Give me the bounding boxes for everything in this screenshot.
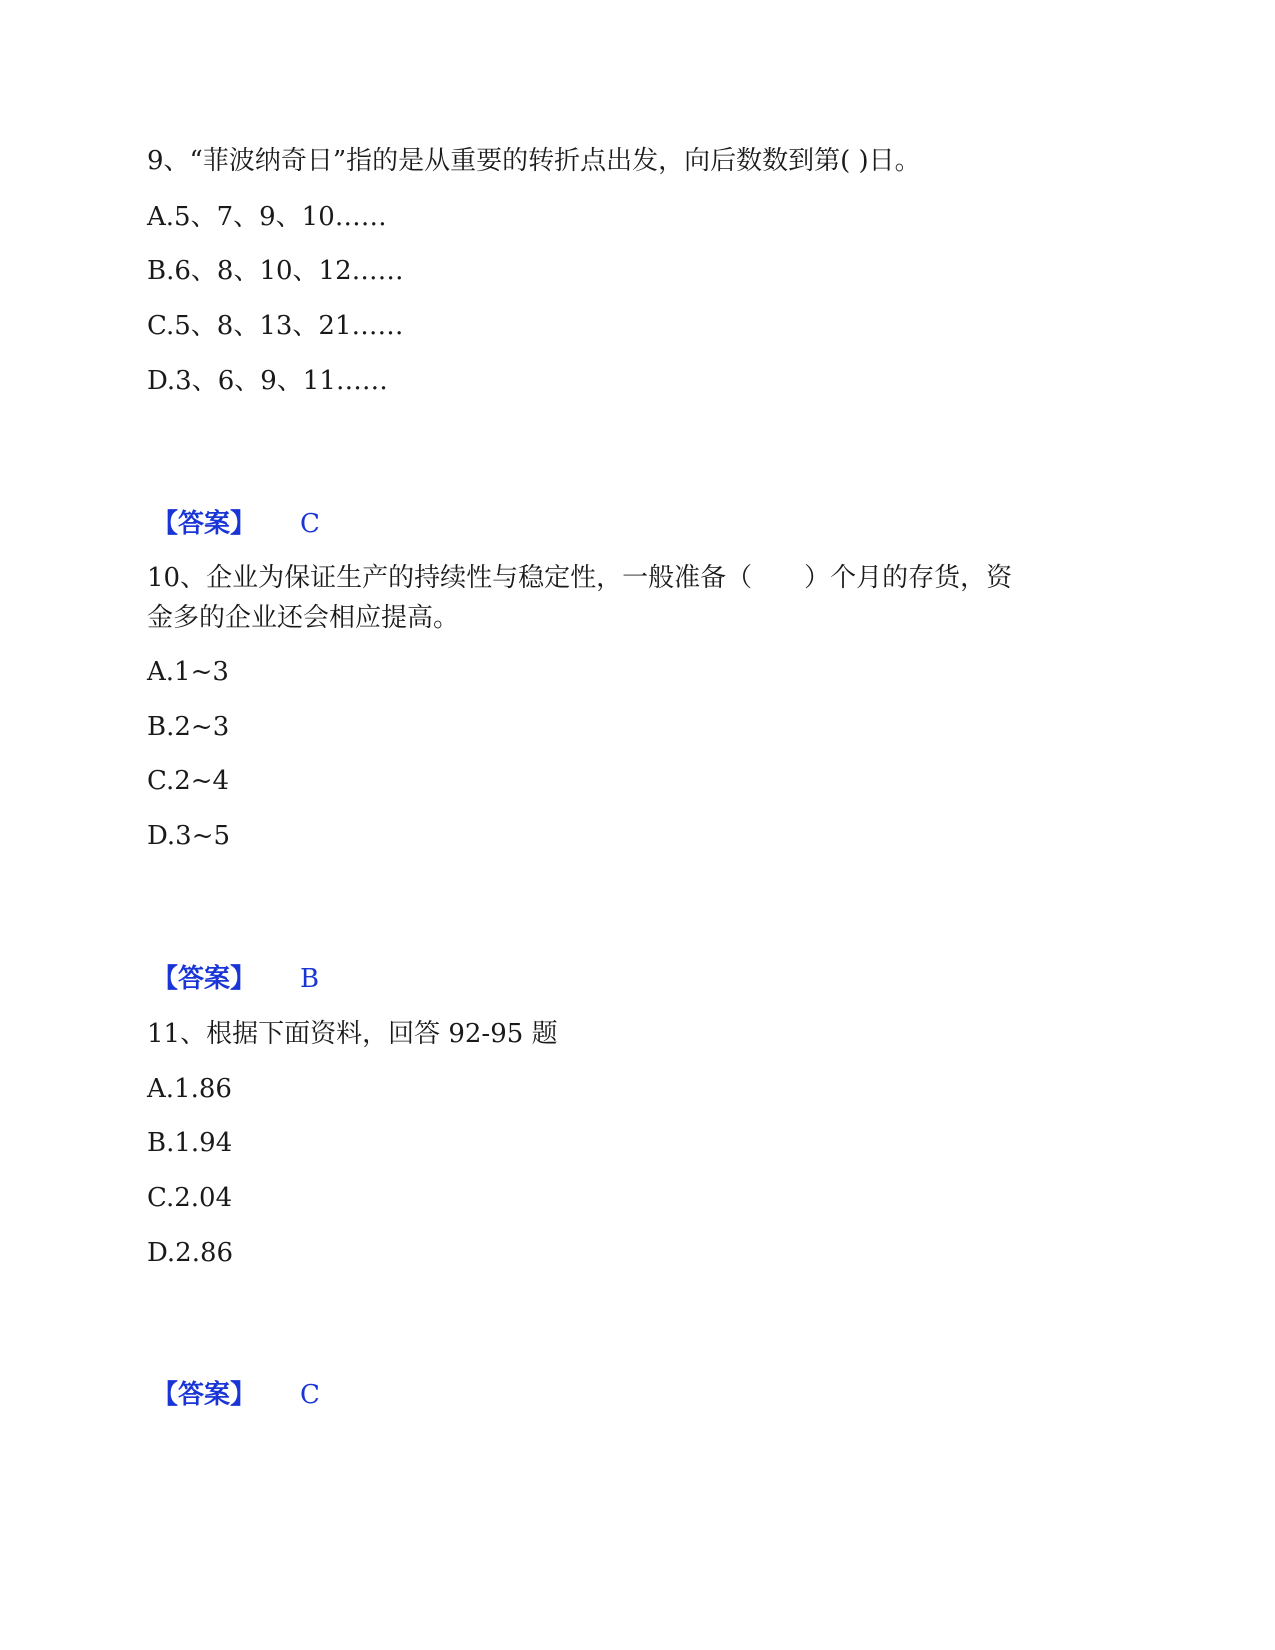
question-11-option-a: A.1.86: [147, 1074, 232, 1104]
question-9-option-b: B.6、8、10、12……: [147, 256, 404, 286]
question-11-option-c: C.2.04: [147, 1183, 233, 1213]
question-11-stem: 11、根据下面资料，回答 92-95 题: [147, 1019, 558, 1049]
answer-value: C: [300, 1380, 320, 1410]
question-10-answer: [152, 962, 319, 996]
question-10-option-a: A.1~3: [147, 657, 229, 687]
answer-label: 【答案】: [152, 509, 257, 539]
answer-label: 【答案】: [152, 1380, 257, 1410]
answer-value: C: [300, 509, 320, 539]
question-9-option-d: D.3、6、9、11……: [147, 366, 388, 396]
question-9-option-a: A.5、7、9、10……: [147, 202, 387, 232]
question-10-option-c: C.2~4: [147, 766, 230, 796]
question-11-answer: [152, 1378, 320, 1412]
question-11-option-d: D.2.86: [147, 1238, 234, 1268]
question-9-stem: 9、“菲波纳奇日”指的是从重要的转折点出发，向后数数到第( )日。: [147, 146, 921, 176]
answer-label: 【答案】: [152, 964, 257, 994]
answer-value: B: [300, 964, 320, 994]
question-10-stem-line-2: 金多的企业还会相应提高。: [147, 603, 460, 633]
question-10-option-d: D.3~5: [147, 821, 231, 851]
question-9-answer: [152, 507, 320, 541]
question-10-option-b: B.2~3: [147, 712, 230, 742]
question-11-option-b: B.1.94: [147, 1128, 233, 1158]
question-9-option-c: C.5、8、13、21……: [147, 311, 404, 341]
question-10-stem-line-1: 10、企业为保证生产的持续性与稳定性，一般准备（ ）个月的存货，资: [147, 563, 1013, 593]
